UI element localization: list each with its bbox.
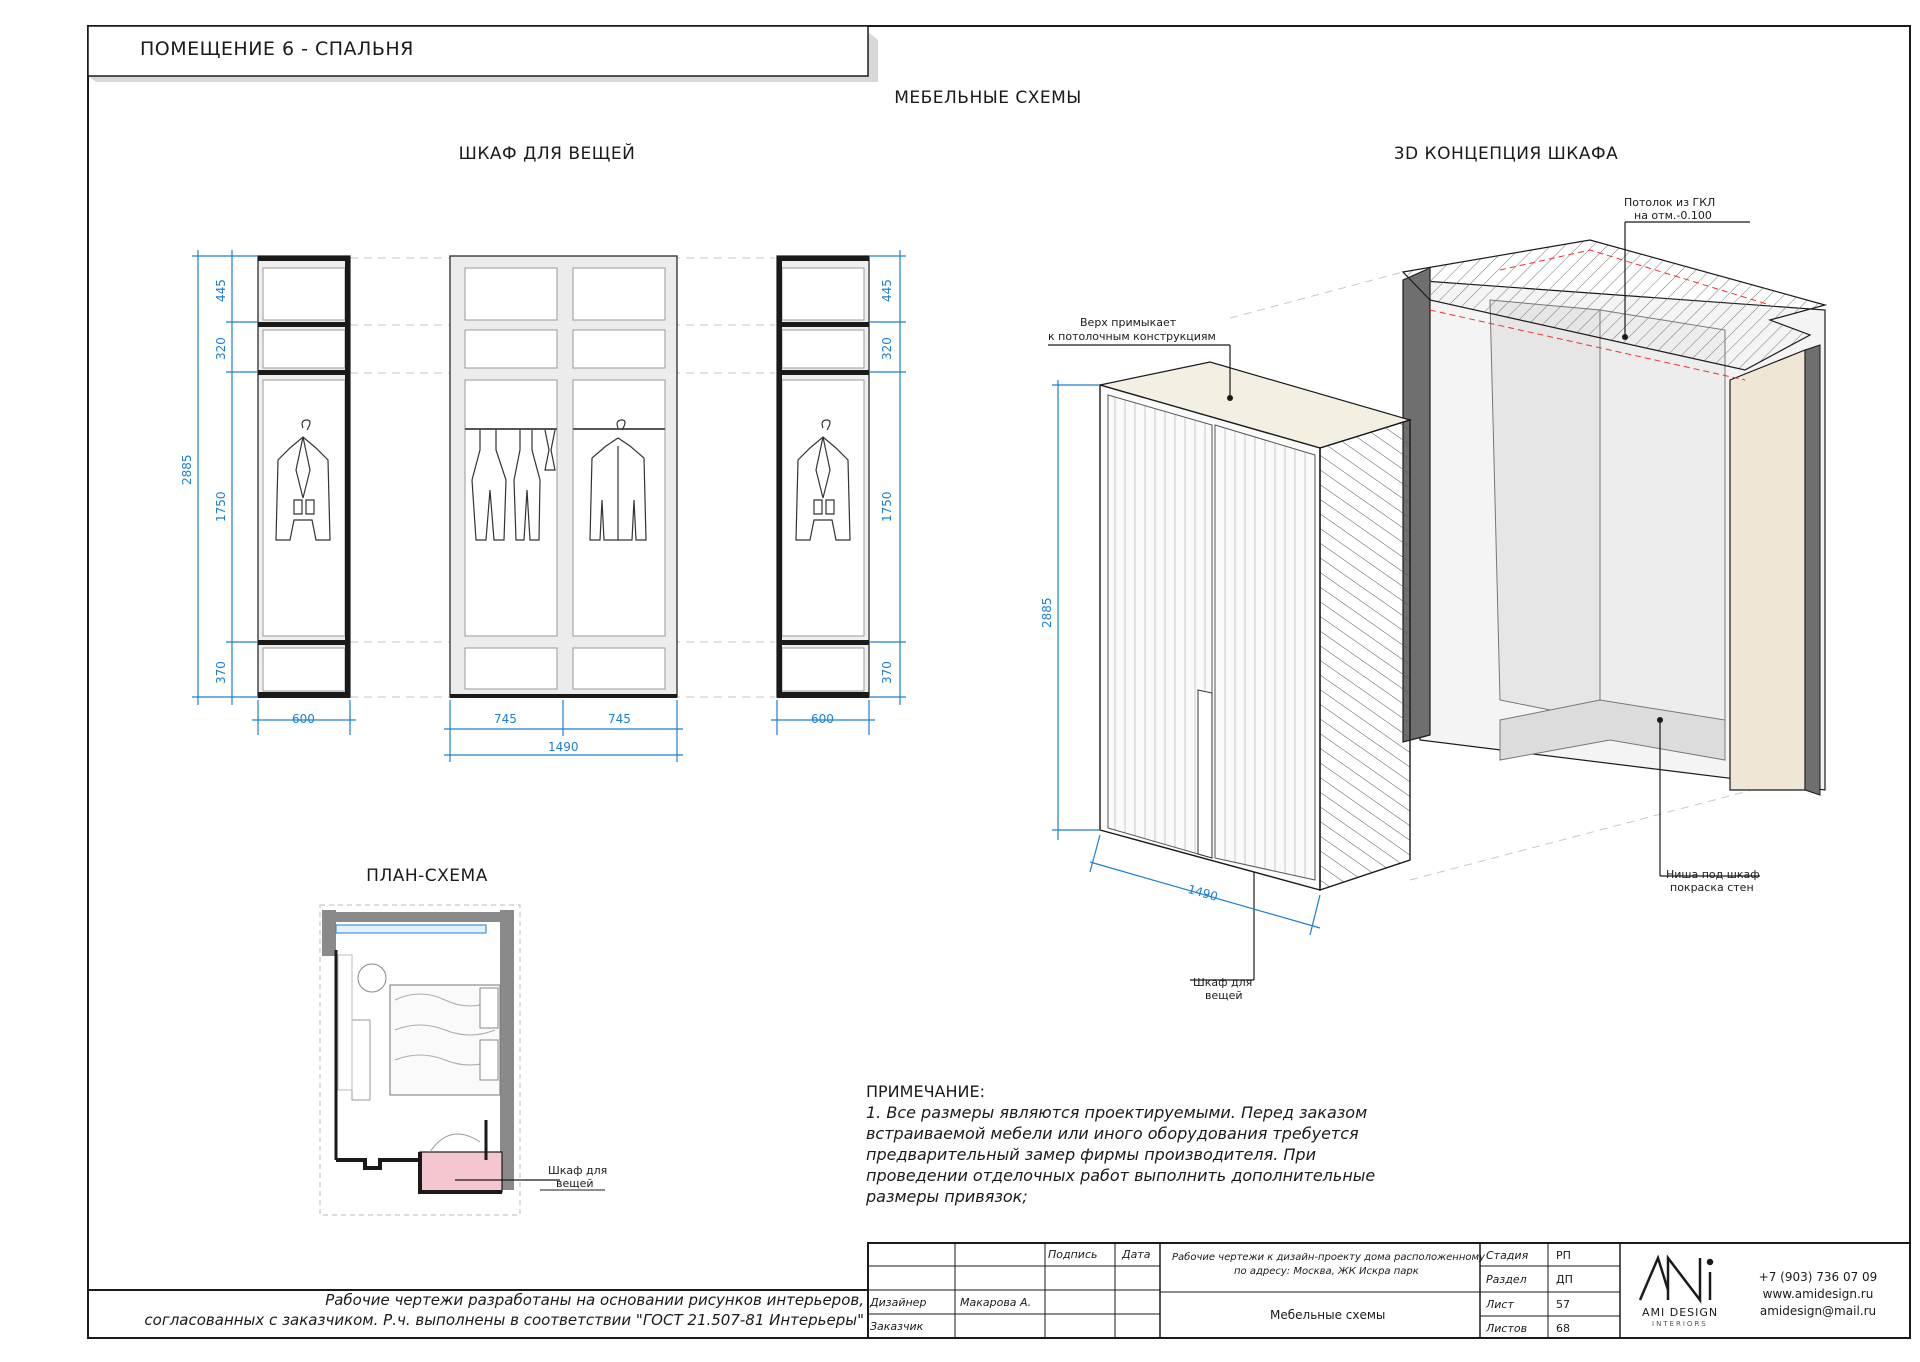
basis-text xyxy=(144,1290,864,1330)
dim-half-width-left: 745 xyxy=(494,712,517,726)
dim-top-right: 445 xyxy=(880,279,894,302)
wardrobe-title: ШКАФ ДЛЯ ВЕЩЕЙ xyxy=(458,144,636,164)
tb-client-role: Заказчик xyxy=(870,1320,924,1333)
tb-sheets: 68 xyxy=(1556,1322,1570,1335)
tb-project-line1: Рабочие чертежи к дизайн-проекту дома расположенному xyxy=(1172,1252,1485,1263)
wardrobe-elevations xyxy=(192,250,906,762)
basis-line: Рабочие чертежи разработаны на основании рисунков интерьеров, xyxy=(325,1291,864,1309)
dim-upper-right: 320 xyxy=(880,337,894,360)
niche-label-line1: Ниша под шкаф xyxy=(1666,868,1760,881)
note-line: встраиваемой мебели или иного оборудования требуется xyxy=(866,1124,1359,1143)
logo-name: AMI DESIGN xyxy=(1642,1306,1719,1319)
tb-sheets-label: Листов xyxy=(1486,1322,1528,1335)
dim-top: 445 xyxy=(214,279,228,302)
note-heading: ПРИМЕЧАНИЕ: xyxy=(866,1082,985,1101)
niche-label-line2: покраска стен xyxy=(1670,881,1754,894)
tb-project-line2: по адресу: Москва, ЖК Искра парк xyxy=(1234,1266,1419,1277)
wardrobe-label-line2: вещей xyxy=(1205,989,1243,1002)
dim-total-width: 1490 xyxy=(548,740,579,754)
note-line: 1. Все размеры являются проектируемыми. Перед заказом xyxy=(866,1103,1368,1122)
tb-sheet: 57 xyxy=(1556,1298,1570,1311)
wardrobe-label-line1: Шкаф для xyxy=(1193,976,1253,989)
wardrobe-3d-side xyxy=(1320,420,1410,890)
room-title: ПОМЕЩЕНИЕ 6 - СПАЛЬНЯ xyxy=(140,38,414,60)
note-block xyxy=(866,1081,1375,1207)
logo-icon xyxy=(1640,1258,1712,1300)
note-line: предварительный замер фирмы производителя. При xyxy=(866,1145,1316,1164)
ceiling-label-line2: на отм.-0.100 xyxy=(1634,209,1712,222)
top-label-line1: Верх примыкает xyxy=(1080,316,1177,329)
dim-upper: 320 xyxy=(214,337,228,360)
tb-stage-label: Стадия xyxy=(1486,1249,1529,1262)
tb-stage: РП xyxy=(1556,1249,1571,1262)
wardrobe-left-module xyxy=(258,256,350,698)
section-title: МЕБЕЛЬНЫЕ СХЕМЫ xyxy=(894,88,1082,108)
plan-title: ПЛАН-СХЕМА xyxy=(366,866,488,886)
dim-bottom: 370 xyxy=(214,661,228,684)
note-line: проведении отделочных работ выполнить дополнительные xyxy=(866,1166,1376,1185)
tb-sheet-name: Мебельные схемы xyxy=(1270,1308,1386,1322)
dim-middle-right: 1750 xyxy=(880,491,894,522)
concept-title: 3D КОНЦЕПЦИЯ ШКАФА xyxy=(1393,144,1619,164)
concept-height-dim: 2885 xyxy=(1040,597,1054,628)
contact-site: www.amidesign.ru xyxy=(1762,1287,1874,1301)
dim-total-height: 2885 xyxy=(180,454,194,485)
dim-middle: 1750 xyxy=(214,491,228,522)
tb-section-label: Раздел xyxy=(1486,1273,1527,1286)
logo-sub: INTERIORS xyxy=(1652,1320,1708,1328)
basis-line: согласованных с заказчиком. Р.ч. выполнены в соответствии "ГОСТ 21.507-81 Интерьеры" xyxy=(144,1311,864,1329)
contact-email: amidesign@mail.ru xyxy=(1759,1304,1877,1318)
dim-half-width-right: 745 xyxy=(608,712,631,726)
wardrobe-center-module xyxy=(450,256,677,698)
tb-sheet-label: Лист xyxy=(1486,1298,1514,1311)
tb-designer-name: Макарова А. xyxy=(960,1296,1032,1309)
tb-section: ДП xyxy=(1556,1273,1573,1286)
dim-side-width-left: 600 xyxy=(292,712,315,726)
dim-side-width-right: 600 xyxy=(811,712,834,726)
plan-label-line2: вещей xyxy=(556,1177,594,1190)
tb-designer-role: Дизайнер xyxy=(870,1296,927,1309)
concept-width-dim: 1490 xyxy=(1186,882,1220,904)
note-line: размеры привязок; xyxy=(866,1187,1028,1206)
wardrobe-right-module xyxy=(777,256,869,698)
ceiling-label-line1: Потолок из ГКЛ xyxy=(1624,196,1716,209)
dim-bottom-right: 370 xyxy=(880,661,894,684)
tb-date: Дата xyxy=(1122,1248,1151,1261)
top-label-line2: к потолочным конструкциям xyxy=(1048,330,1216,343)
plan-label-line1: Шкаф для xyxy=(548,1164,608,1177)
tb-sign: Подпись xyxy=(1048,1248,1098,1261)
contact-phone: +7 (903) 736 07 09 xyxy=(1758,1270,1878,1284)
